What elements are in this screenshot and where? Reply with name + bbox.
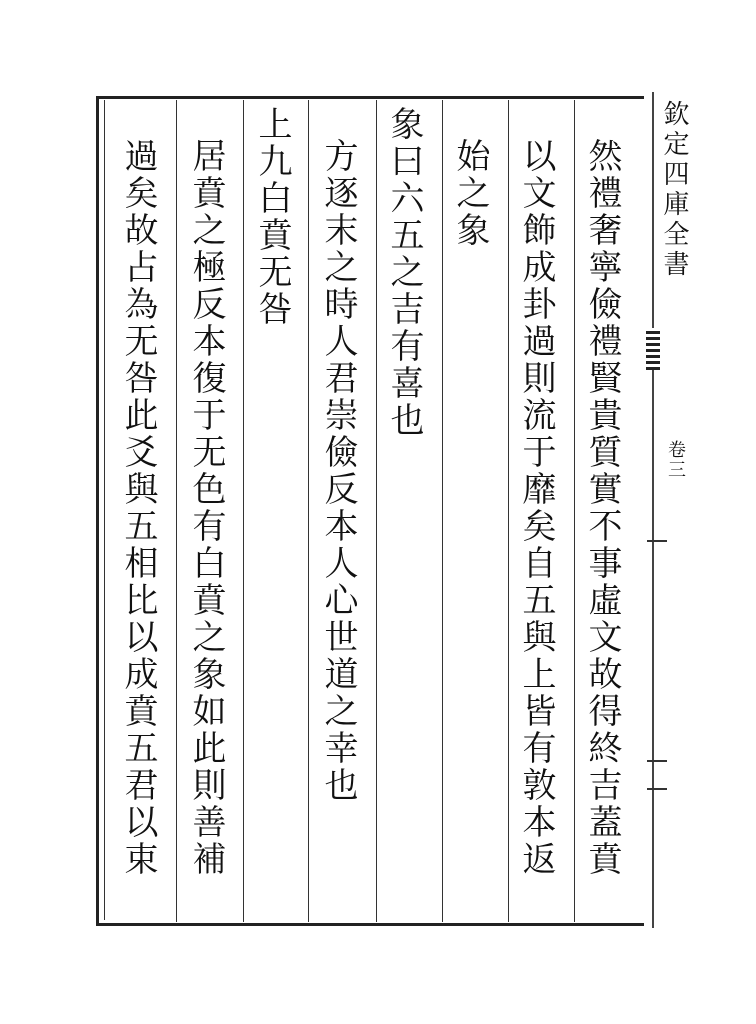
margin-tick xyxy=(647,788,667,790)
margin-tick xyxy=(647,760,667,762)
column-rule xyxy=(308,100,309,922)
text-column-1: 然禮奢寧儉禮賢貴質實不事虛文故得終吉蓋賁 xyxy=(582,138,622,878)
column-rule xyxy=(442,100,443,922)
column-rule xyxy=(243,100,244,922)
margin-tick xyxy=(647,540,667,542)
column-rule xyxy=(508,100,509,922)
text-column-3: 始之象 xyxy=(450,138,490,249)
column-rule xyxy=(574,100,575,922)
book-title: 欽定四庫全書 xyxy=(659,100,689,280)
text-column-7: 居賁之極反本復于无色有白賁之象如此則善補 xyxy=(186,138,226,878)
text-column-8: 過矣故占為无咎此爻與五相比以成賁五君以束 xyxy=(118,138,158,878)
fish-tail-mark xyxy=(646,328,660,370)
volume-label: 卷三 xyxy=(665,440,686,480)
text-column-5: 方逐末之時人君崇儉反本人心世道之幸也 xyxy=(318,138,358,804)
text-column-2: 以文飾成卦過則流于靡矣自五與上皆有敦本返 xyxy=(516,138,556,878)
text-column-6: 上九白賁无咎 xyxy=(252,106,292,328)
inner-border xyxy=(104,100,644,920)
column-rule xyxy=(376,100,377,922)
text-column-4: 象曰六五之吉有喜也 xyxy=(384,106,424,439)
column-rule xyxy=(176,100,177,922)
page-edge xyxy=(652,92,654,928)
